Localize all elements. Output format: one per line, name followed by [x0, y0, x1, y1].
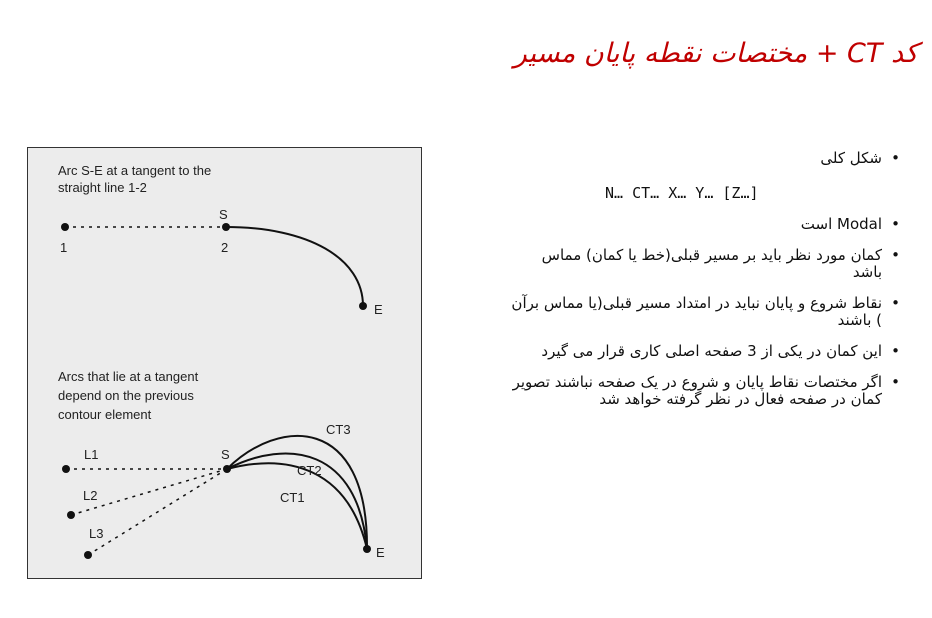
- bottom-caption-line-1: Arcs that lie at a tangent: [58, 369, 199, 384]
- label-e-bottom: E: [376, 545, 385, 560]
- bullet-item: [510, 295, 900, 329]
- label-ct1: CT1: [280, 490, 305, 505]
- page-title: کد CT + مختصات نقطه پایان مسیر: [513, 38, 918, 69]
- top-caption-line-2: straight line 1-2: [58, 180, 147, 195]
- point-l2: [67, 511, 75, 519]
- bullet-dot-icon: •: [891, 373, 900, 391]
- bullet-item: [510, 374, 900, 408]
- bullet-text: نقاط شروع و پایان نباید در امتداد مسیر قبلی(یا مماس برآن ) باشند: [511, 294, 882, 329]
- point-e-top: [359, 302, 367, 310]
- bullet-item: [510, 343, 900, 360]
- label-s-top: S: [219, 207, 228, 222]
- bullet-text: کمان مورد نظر باید بر مسیر قبلی(خط یا کمان) مماس باشد: [541, 246, 882, 281]
- label-e-top: E: [374, 302, 383, 317]
- label-l2: L2: [83, 488, 98, 503]
- bullet-text: Modal است: [800, 215, 882, 233]
- bullet-dot-icon: •: [891, 246, 900, 264]
- bullet-dot-icon: •: [891, 215, 900, 233]
- arc-s-e: [226, 227, 363, 306]
- label-l3: L3: [89, 526, 104, 541]
- label-l1: L1: [84, 447, 99, 462]
- code-format: N… CT… X… Y… [Z…]: [605, 184, 759, 202]
- point-e-bottom: [363, 545, 371, 553]
- bottom-caption-line-2: depend on the previous: [58, 388, 194, 403]
- label-1: 1: [60, 240, 68, 255]
- bullet-text: شکل کلی: [820, 149, 882, 167]
- point-1: [61, 223, 69, 231]
- label-s-bottom: S: [221, 447, 230, 462]
- label-ct2: CT2: [297, 463, 322, 478]
- label-2: 2: [221, 240, 229, 255]
- label-ct3: CT3: [326, 422, 351, 437]
- figure-drawing: [28, 148, 423, 580]
- point-l1: [62, 465, 70, 473]
- tangent-arc-figure: [27, 147, 422, 579]
- bullet-item: [510, 216, 900, 233]
- bullet-dot-icon: •: [891, 342, 900, 360]
- bullet-item: [510, 247, 900, 281]
- bullet-dot-icon: •: [891, 294, 900, 312]
- bullet-list: [510, 150, 900, 422]
- top-caption-line-1: Arc S-E at a tangent to the: [58, 163, 212, 178]
- bullet-dot-icon: •: [891, 149, 900, 167]
- bullet-item: [510, 150, 900, 167]
- bottom-caption-line-3: contour element: [58, 407, 152, 422]
- bullet-text: اگر مختصات نقاط پایان و شروع در یک صفحه نباشند تصویر کمان در صفحه فعال در نظر گرفته خواهد شد: [512, 373, 882, 408]
- bullet-text: این کمان در یکی از 3 صفحه اصلی کاری قرار می گیرد: [541, 342, 882, 360]
- line-l3: [88, 469, 227, 555]
- point-l3: [84, 551, 92, 559]
